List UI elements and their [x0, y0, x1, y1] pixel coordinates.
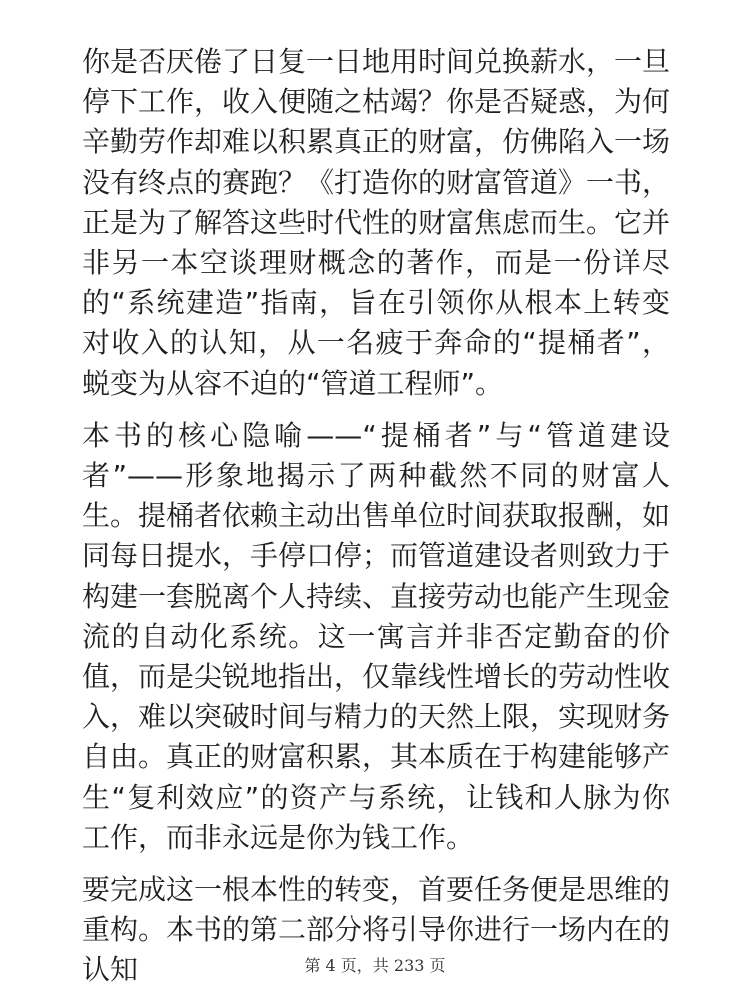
paragraph-3: 要完成这一根本性的转变，首要任务便是思维的重构。本书的第二部分将引导你进行一场内在的认知 — [82, 873, 671, 987]
paragraph-2: 本书的核心隐喻——“提桶者”与“管道建设者”——形象地揭示了两种截然不同的财富人生。提桶者依赖主动出售单位时间获取报酬，如同每日提水，手停口停；而管道建设者则致力于构建一套脱离个人持续、直接劳动也能产生现金流的自动化系统。这一寓言并非否定勤奋的价值，而是尖锐地指出，仅靠线性增长的劳动性收入，难以突破时间与精力的天然上限，实现财务自由。真正的财富积累，其本质在于构建能够产生“复利效应”的资产与系统，让钱和人脉为你工作，而非永远是你为钱工作。 — [82, 418, 671, 854]
paragraph-1: 你是否厌倦了日复一日地用时间兑换薪水，一旦停下工作，收入便随之枯竭？你是否疑惑，为何辛勤劳作却难以积累真正的财富，仿佛陷入一场没有终点的赛跑？《打造你的财富管道》一书，正是为了解答这些时代性的财富焦虑而生。它并非另一本空谈理财概念的著作，而是一份详尽的“系统建造”指南，旨在引领你从根本上转变对收入的认知，从一名疲于奔命的“提桶者”，蜕变为从容不迫的“管道工程师”。 — [82, 45, 671, 400]
page-number: 第 4 页，共 233 页 — [304, 956, 446, 975]
